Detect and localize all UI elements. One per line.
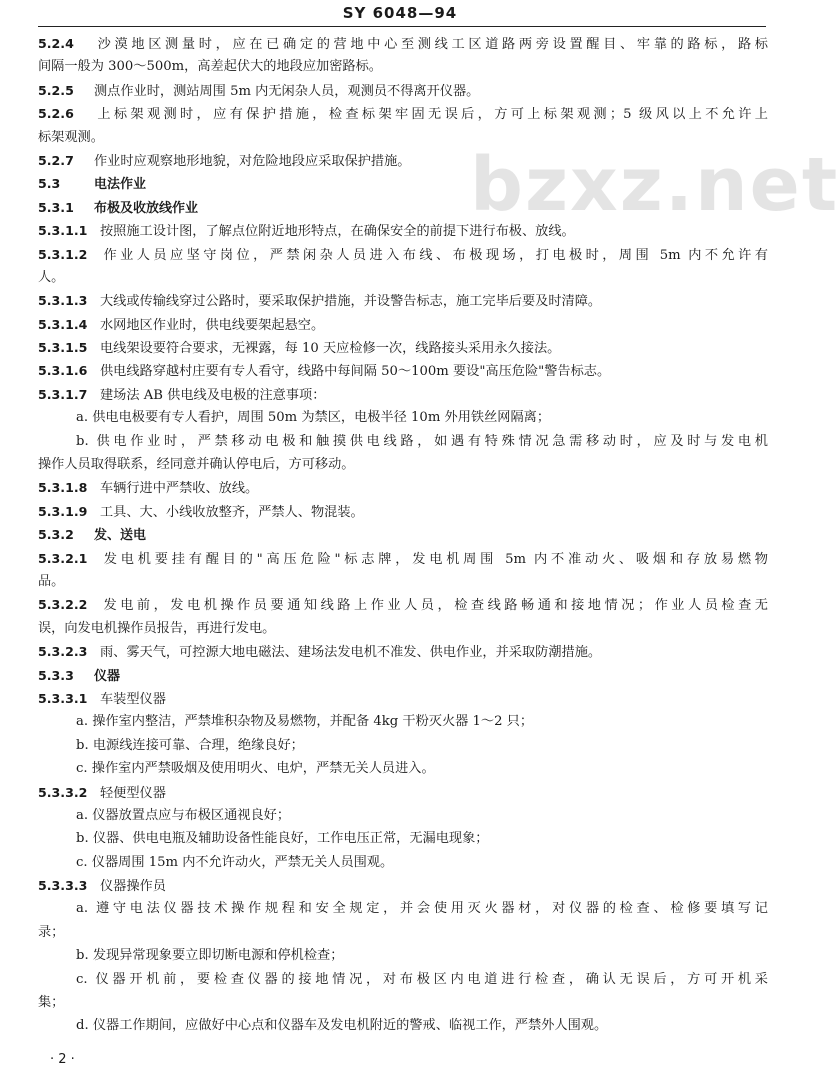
clause-text: 电法作业 — [94, 177, 147, 193]
text-line — [38, 500, 768, 523]
page-number: · 2 · — [50, 1052, 75, 1067]
clause-number: 5.3.1.4 — [38, 316, 88, 332]
clause-number: 5.3.2.1 — [38, 550, 88, 566]
clause-text: 发、送电 — [94, 528, 147, 544]
text-line — [38, 219, 768, 242]
text-line — [38, 547, 768, 570]
clause-number: 5.3.1 — [38, 199, 74, 215]
text-line — [38, 149, 768, 172]
text-line — [38, 523, 768, 546]
text-line — [38, 383, 768, 406]
clause-text: c. 仪器周围 15m 内不允许动火，严禁无关人员围观。 — [76, 854, 394, 870]
text-line — [38, 734, 768, 757]
text-line — [38, 313, 768, 336]
text-line — [38, 944, 768, 967]
text-line — [38, 874, 768, 897]
text-line — [38, 336, 768, 359]
text-line — [38, 79, 768, 102]
watermark: bzxz.net — [470, 142, 839, 228]
clause-text: 布极及收放线作业 — [94, 200, 199, 216]
text-line — [38, 664, 768, 687]
clause-number: 5.3.1.1 — [38, 223, 88, 239]
clause-text: 水网地区作业时，供电线要架起悬空。 — [100, 317, 325, 333]
text-line — [38, 781, 768, 804]
text-line — [38, 266, 768, 289]
text-line — [38, 593, 768, 616]
clause-text: 车装型仪器 — [100, 691, 166, 707]
clause-text: c. 操作室内严禁吸烟及使用明火、电炉，严禁无关人员进入。 — [76, 761, 435, 777]
clause-number: 5.3.3.3 — [38, 878, 88, 894]
clause-text: 沙漠地区测量时，应在已确定的营地中心至测线工区道路两旁设置醒目、牢靠的路标，路标 — [94, 37, 768, 52]
text-line — [38, 55, 768, 78]
clause-text: 工具、大、小线收放整齐，严禁人、物混装。 — [100, 504, 364, 520]
header-rule — [38, 26, 766, 27]
clause-text: 误，向发电机操作员报告，再进行发电。 — [38, 620, 276, 636]
text-line — [38, 359, 768, 382]
clause-text: 车辆行进中严禁收、放线。 — [100, 481, 259, 497]
clause-number: 5.3.2.3 — [38, 644, 88, 660]
clause-number: 5.2.7 — [38, 152, 74, 168]
clause-text: 作业时应观察地形地貌，对危险地段应采取保护措施。 — [94, 153, 411, 169]
text-line — [38, 196, 768, 219]
clause-number: 5.3.1.9 — [38, 503, 88, 519]
text-line — [38, 710, 768, 733]
clause-text: 电线架设要符合要求，无裸露，每 10 天应检修一次，线路接头采用永久接法。 — [100, 341, 561, 357]
text-line — [38, 453, 768, 476]
text-line — [38, 1014, 768, 1037]
clause-number: 5.3.1.5 — [38, 340, 88, 356]
text-line — [38, 243, 768, 266]
clause-number: 5.3.3 — [38, 667, 74, 683]
text-line — [38, 102, 768, 125]
clause-text: a. 仪器放置点应与布极区通视良好； — [76, 807, 291, 823]
clause-text: 间隔一般为 300～500m，高差起伏大的地段应加密路标。 — [38, 59, 382, 75]
clause-number: 5.2.6 — [38, 106, 74, 122]
clause-text: a. 遵守电法仪器技术操作规程和安全规定，并会使用灭火器材，对仪器的检查、检修要填写记 — [76, 901, 768, 917]
clause-text: 大线或传输线穿过公路时，要采取保护措施，并设警告标志，施工完毕后要及时清障。 — [100, 294, 602, 310]
standard-code-header: SY 6048—94 — [342, 4, 458, 22]
text-line — [38, 640, 768, 663]
clause-text: d. 仪器工作期间，应做好中心点和仪器车及发电机附近的警戒、临视工作，严禁外人围观。 — [76, 1018, 608, 1034]
clause-number: 5.3.2.2 — [38, 597, 88, 613]
clause-text: b. 仪器、供电电瓶及辅助设备性能良好，工作电压正常，无漏电现象； — [76, 831, 489, 847]
clause-number: 5.3.1.8 — [38, 480, 88, 496]
clause-text: 建场法 AB 供电线及电极的注意事项： — [100, 387, 326, 403]
clause-text: 人。 — [38, 269, 65, 285]
clause-text: 标架观测。 — [38, 129, 104, 145]
text-line — [38, 968, 768, 991]
text-line — [38, 289, 768, 312]
text-line — [38, 827, 768, 850]
text-line — [38, 126, 768, 149]
clause-text: 操作人员取得联系，经同意并确认停电后，方可移动。 — [38, 457, 355, 473]
clause-number: 5.3.1.7 — [38, 386, 88, 402]
clause-text: 上标架观测时，应有保护措施，检查标架牢固无误后，方可上标架观测；5 级风以上不允许上 — [94, 107, 768, 123]
text-line — [38, 430, 768, 453]
clause-text: b. 电源线连接可靠、合理，绝缘良好； — [76, 737, 304, 753]
clause-text: 供电线路穿越村庄要有专人看守，线路中每间隔 50～100m 要设"高压危险"警告标志。 — [100, 364, 611, 380]
text-line — [38, 172, 768, 195]
clause-number: 5.3.1.6 — [38, 363, 88, 379]
clause-text: 轻便型仪器 — [100, 785, 166, 801]
clause-number: 5.3.2 — [38, 527, 74, 543]
text-line — [38, 804, 768, 827]
clause-text: 发电前，发电机操作员要通知线路上作业人员，检查线路畅通和接地情况；作业人员检查无 — [100, 598, 768, 614]
clause-number: 5.3.3.1 — [38, 690, 88, 706]
clause-text: c. 仪器开机前，要检查仪器的接地情况，对布极区内电道进行检查，确认无误后，方可开机采 — [76, 971, 768, 987]
clause-text: 按照施工设计图，了解点位附近地形特点，在确保安全的前提下进行布极、放线。 — [100, 224, 575, 240]
clause-number: 5.3 — [38, 176, 61, 192]
clause-number: 5.2.5 — [38, 82, 74, 98]
text-line — [38, 991, 768, 1014]
clause-number: 5.2.4 — [38, 36, 74, 51]
clause-text: 仪器操作员 — [100, 879, 166, 895]
document-body — [38, 32, 768, 1038]
text-line — [38, 687, 768, 710]
text-line — [38, 921, 768, 944]
clause-number: 5.3.1.2 — [38, 246, 88, 262]
clause-text: 发电机要挂有醒目的"高压危险"标志牌，发电机周围 5m 内不准动火、吸烟和存放易燃物 — [100, 551, 768, 567]
text-line — [38, 617, 768, 640]
clause-text: 作业人员应坚守岗位，严禁闲杂人员进入布线、布极现场，打电极时，周围 5m 内不允许有 — [100, 247, 768, 263]
text-line — [38, 851, 768, 874]
text-line — [38, 757, 768, 780]
clause-text: 仪器 — [94, 668, 121, 684]
clause-text: a. 操作室内整洁，严禁堆积杂物及易燃物，并配备 4kg 干粉灭火器 1～2 只； — [76, 714, 534, 730]
clause-text: 雨、雾天气，可控源大地电磁法、建场法发电机不准发、供电作业，并采取防潮措施。 — [100, 645, 602, 661]
text-line — [38, 32, 768, 55]
clause-text: 录； — [38, 924, 65, 940]
clause-number: 5.3.3.2 — [38, 784, 88, 800]
clause-text: 测点作业时，测站周围 5m 内无闲杂人员，观测员不得离开仪器。 — [94, 83, 480, 99]
text-line — [38, 406, 768, 429]
clause-text: 集； — [38, 995, 65, 1011]
text-line — [38, 570, 768, 593]
text-line — [38, 476, 768, 499]
text-line — [38, 897, 768, 920]
clause-text: a. 供电电极要有专人看护，周围 50m 为禁区，电极半径 10m 外用铁丝网隔离； — [76, 410, 551, 426]
clause-text: b. 供电作业时，严禁移动电极和触摸供电线路，如遇有特殊情况急需移动时，应及时与发电机 — [76, 433, 768, 449]
clause-text: 品。 — [38, 573, 65, 589]
clause-number: 5.3.1.3 — [38, 293, 88, 309]
clause-text: b. 发现异常现象要立即切断电源和停机检查； — [76, 948, 344, 964]
